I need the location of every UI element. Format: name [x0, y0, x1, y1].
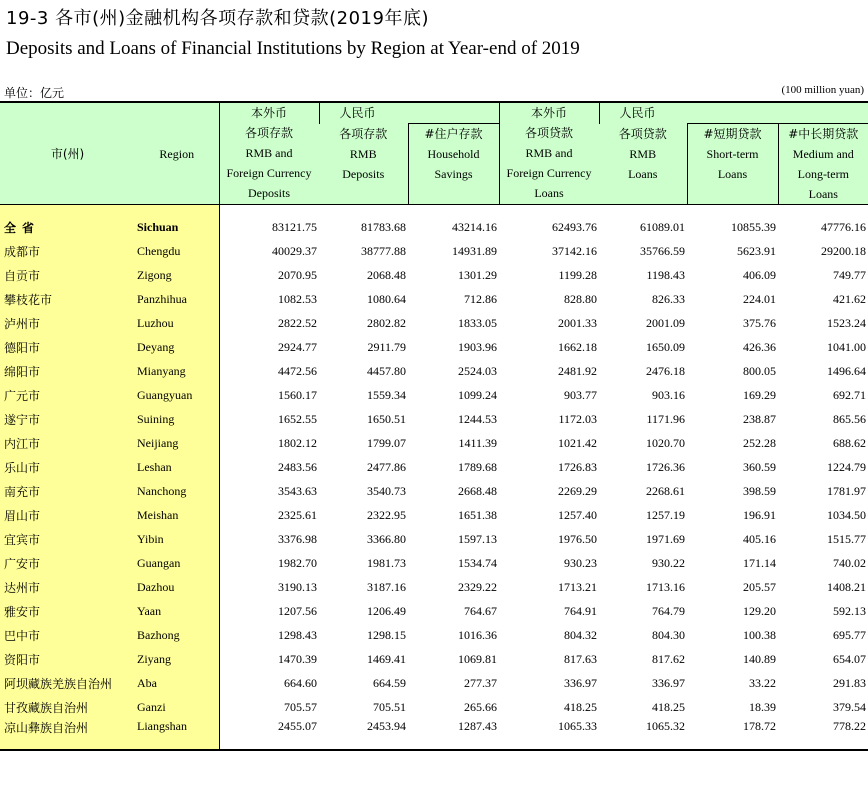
city-name-zh: 绵阳市 — [0, 359, 135, 383]
loans-rmb-cell: 1198.43 — [646, 267, 686, 282]
long-term-loans-cell: 1496.64 — [827, 363, 867, 378]
region-name-en: Meishan — [135, 503, 219, 527]
loans-total-cell: 1713.21 — [558, 579, 598, 594]
header-loans-rmb-group — [599, 102, 868, 124]
deposits-rmb-cell: 1298.15 — [367, 627, 406, 642]
household-savings-cell: 1833.05 — [458, 315, 498, 330]
deposits-rmb-cell: 705.51 — [373, 699, 406, 714]
loans-total-cell: 1662.18 — [558, 339, 598, 354]
deposits-total-cell: 2483.56 — [278, 459, 317, 474]
city-name-zh: 遂宁市 — [0, 407, 135, 431]
short-term-loans-cell: 205.57 — [743, 579, 777, 594]
city-name-zh: 甘孜藏族自治州 — [0, 695, 135, 719]
deposits-total-cell: 2822.52 — [278, 315, 317, 330]
loans-rmb-cell: 826.33 — [652, 291, 686, 306]
household-savings-cell: 1287.43 — [408, 719, 499, 750]
header-text: 人民币 — [619, 106, 656, 120]
header-text: RMB — [349, 146, 377, 161]
header-text: 各项贷款 — [525, 126, 574, 140]
region-name-en: Dazhou — [135, 575, 219, 599]
long-term-loans-cell: 291.83 — [833, 675, 867, 690]
city-name-zh: 眉山市 — [0, 503, 135, 527]
loans-total-cell: 764.91 — [564, 603, 598, 618]
deposits-total-cell: 664.60 — [284, 675, 317, 690]
household-savings-cell: 1789.68 — [458, 459, 498, 474]
short-term-loans-cell: 140.89 — [743, 651, 777, 666]
long-term-loans-cell: 688.62 — [833, 435, 867, 450]
long-term-loans-cell: 695.77 — [833, 627, 867, 642]
deposits-rmb-cell: 2802.82 — [367, 315, 406, 330]
table-body — [0, 205, 868, 751]
deposits-rmb-cell: 2477.86 — [367, 459, 406, 474]
region-name-en: Aba — [135, 671, 219, 695]
table-row — [0, 575, 868, 599]
header-deposits-rmb — [319, 124, 408, 205]
short-term-loans-cell: 169.29 — [743, 387, 777, 402]
header-text: Deposits — [248, 186, 290, 200]
short-term-loans-cell: 224.01 — [743, 291, 777, 306]
city-name-zh: 乐山市 — [0, 455, 135, 479]
loans-rmb-cell: 1020.70 — [646, 435, 686, 450]
household-savings-cell: 712.86 — [464, 291, 498, 306]
region-name-en: Nanchong — [135, 479, 219, 503]
loans-total-cell: 1172.03 — [558, 411, 598, 426]
loans-total-cell: 828.80 — [564, 291, 598, 306]
header-text: Deposits — [342, 166, 385, 181]
deposits-total-cell: 3543.63 — [278, 483, 317, 498]
loans-total-cell: 336.97 — [564, 675, 598, 690]
table-row — [0, 503, 868, 527]
deposits-total-cell: 83121.75 — [272, 219, 317, 234]
region-name-en: Yibin — [135, 527, 219, 551]
loans-rmb-cell: 1065.32 — [599, 719, 687, 750]
header-text: 各项存款 — [244, 126, 293, 140]
deposits-rmb-cell: 3366.80 — [367, 531, 406, 546]
deposits-total-cell: 1082.53 — [278, 291, 317, 306]
loans-rmb-cell: 817.62 — [652, 651, 686, 666]
short-term-loans-cell: 375.76 — [743, 315, 777, 330]
household-savings-cell: 265.66 — [464, 699, 498, 714]
city-name-zh: 攀枝花市 — [0, 287, 135, 311]
header-text: Medium and — [792, 147, 854, 161]
table-row — [0, 671, 868, 695]
header-text: 各项存款 — [339, 126, 388, 141]
short-term-loans-cell: 398.59 — [743, 483, 777, 498]
region-name-en: Ziyang — [135, 647, 219, 671]
spacer-row — [0, 205, 868, 216]
short-term-loans-cell: 238.87 — [743, 411, 777, 426]
header-text: #住户存款 — [424, 127, 483, 141]
deposits-total-cell: 2070.95 — [278, 267, 317, 282]
header-text: Loans — [717, 167, 748, 181]
long-term-loans-cell: 1515.77 — [827, 531, 867, 546]
loans-total-cell: 930.23 — [564, 555, 598, 570]
short-term-loans-cell: 178.72 — [687, 719, 778, 750]
short-term-loans-cell: 33.22 — [749, 675, 777, 690]
short-term-loans-cell: 5623.91 — [737, 243, 777, 258]
long-term-loans-cell: 778.22 — [778, 719, 868, 750]
short-term-loans-cell: 426.36 — [743, 339, 777, 354]
loans-rmb-cell: 1726.36 — [646, 459, 686, 474]
short-term-loans-cell: 196.91 — [743, 507, 777, 522]
header-text: Savings — [434, 167, 473, 181]
loans-rmb-cell: 1713.16 — [646, 579, 686, 594]
long-term-loans-cell: 421.62 — [833, 291, 867, 306]
city-name-zh: 阿坝藏族羌族自治州 — [0, 671, 135, 695]
loans-rmb-cell: 2476.18 — [646, 363, 686, 378]
header-short-term-loans — [687, 124, 778, 205]
short-term-loans-cell: 252.28 — [743, 435, 777, 450]
long-term-loans-cell: 1781.97 — [827, 483, 867, 498]
household-savings-cell: 1016.36 — [458, 627, 498, 642]
deposits-total-cell: 1652.55 — [278, 411, 317, 426]
loans-total-cell: 62493.76 — [552, 219, 598, 234]
header-text: Long-term — [797, 167, 849, 181]
long-term-loans-cell: 1523.24 — [827, 315, 867, 330]
table-row — [0, 359, 868, 383]
table-row — [0, 623, 868, 647]
header-household-savings — [408, 124, 499, 205]
page-title-en: Deposits and Loans of Financial Institutions by Region at Year-end of 2019 — [6, 38, 580, 59]
loans-total-cell: 1726.83 — [558, 459, 598, 474]
region-name-en: Sichuan — [135, 215, 219, 239]
table-header — [0, 102, 868, 205]
loans-rmb-cell: 804.30 — [652, 627, 686, 642]
deposits-rmb-cell: 1206.49 — [367, 603, 406, 618]
household-savings-cell: 764.67 — [464, 603, 498, 618]
deposits-rmb-cell: 664.59 — [373, 675, 406, 690]
header-text: Loans — [628, 166, 658, 181]
deposits-total-cell: 2924.77 — [278, 339, 317, 354]
long-term-loans-cell: 1408.21 — [827, 579, 867, 594]
header-text: Loans — [808, 187, 838, 201]
loans-rmb-cell: 418.25 — [652, 699, 686, 714]
loans-rmb-cell: 1971.69 — [646, 531, 686, 546]
header-city: 市(州) — [0, 102, 135, 205]
long-term-loans-cell: 47776.16 — [821, 219, 867, 234]
short-term-loans-cell: 10855.39 — [731, 219, 777, 234]
household-savings-cell: 43214.16 — [452, 219, 498, 234]
deposits-rmb-cell: 1559.34 — [367, 387, 406, 402]
deposits-rmb-cell: 38777.88 — [361, 243, 406, 258]
total-row — [0, 215, 868, 239]
region-name-en: Luzhou — [135, 311, 219, 335]
city-name-zh: 内江市 — [0, 431, 135, 455]
loans-total-cell: 37142.16 — [552, 243, 598, 258]
region-name-en: Mianyang — [135, 359, 219, 383]
table-row — [0, 263, 868, 287]
city-name-zh: 巴中市 — [0, 623, 135, 647]
household-savings-cell: 1411.39 — [458, 435, 498, 450]
header-text — [688, 184, 778, 204]
table-row — [0, 647, 868, 671]
loans-total-cell: 903.77 — [564, 387, 598, 402]
city-name-zh: 资阳市 — [0, 647, 135, 671]
header-text: Foreign Currency — [226, 166, 312, 180]
household-savings-cell: 1534.74 — [458, 555, 498, 570]
header-text: RMB — [629, 146, 657, 161]
header-loans-total — [499, 102, 599, 205]
city-name-zh: 泸州市 — [0, 311, 135, 335]
deposits-total-cell: 1982.70 — [278, 555, 317, 570]
city-name-zh: 广元市 — [0, 383, 135, 407]
page-title-zh: 19-3 各市(州)金融机构各项存款和贷款(2019年底) — [6, 8, 429, 29]
header-text: #中长期贷款 — [788, 127, 859, 141]
table-row — [0, 239, 868, 263]
header-text: Short-term — [706, 147, 759, 161]
deposits-rmb-cell: 1469.41 — [367, 651, 406, 666]
household-savings-cell: 2329.22 — [458, 579, 498, 594]
loans-rmb-cell: 2268.61 — [646, 483, 686, 498]
city-name-zh: 全省 — [0, 215, 135, 239]
region-name-en: Bazhong — [135, 623, 219, 647]
city-name-zh: 德阳市 — [0, 335, 135, 359]
region-name-en: Deyang — [135, 335, 219, 359]
region-name-en: Chengdu — [135, 239, 219, 263]
header-text: 本外币 — [531, 106, 568, 120]
deposits-total-cell: 705.57 — [284, 699, 317, 714]
loans-total-cell: 2481.92 — [558, 363, 598, 378]
deposits-total-cell: 3190.13 — [278, 579, 317, 594]
table-row — [0, 311, 868, 335]
region-name-en: Liangshan — [135, 719, 219, 750]
loans-total-cell: 1976.50 — [558, 531, 598, 546]
deposits-total-cell: 3376.98 — [278, 531, 317, 546]
region-name-en: Leshan — [135, 455, 219, 479]
table-row — [0, 383, 868, 407]
header-long-term-loans — [778, 124, 868, 205]
loans-rmb-cell: 903.16 — [652, 387, 686, 402]
long-term-loans-cell: 654.07 — [833, 651, 867, 666]
header-loans-rmb — [599, 124, 687, 205]
household-savings-cell: 1597.13 — [458, 531, 498, 546]
region-name-en: Yaan — [135, 599, 219, 623]
table-row — [0, 551, 868, 575]
city-name-zh: 自贡市 — [0, 263, 135, 287]
loans-rmb-cell: 336.97 — [652, 675, 686, 690]
region-name-en: Zigong — [135, 263, 219, 287]
deposits-total-cell: 2325.61 — [278, 507, 317, 522]
unit-label-en: (100 million yuan) — [781, 84, 864, 96]
region-name-en: Panzhihua — [135, 287, 219, 311]
deposits-rmb-cell: 1650.51 — [367, 411, 406, 426]
deposits-rmb-cell: 1799.07 — [367, 435, 406, 450]
long-term-loans-cell: 1034.50 — [827, 507, 867, 522]
household-savings-cell: 1903.96 — [458, 339, 498, 354]
region-name-en: Guangyuan — [135, 383, 219, 407]
table-row — [0, 287, 868, 311]
city-name-zh: 雅安市 — [0, 599, 135, 623]
short-term-loans-cell: 406.09 — [743, 267, 777, 282]
loans-rmb-cell: 1171.96 — [646, 411, 686, 426]
deposits-total-cell: 1560.17 — [278, 387, 317, 402]
loans-rmb-cell: 35766.59 — [640, 243, 686, 258]
table-row — [0, 479, 868, 503]
table-row — [0, 407, 868, 431]
household-savings-cell: 2524.03 — [458, 363, 498, 378]
deposits-total-cell: 40029.37 — [272, 243, 317, 258]
city-name-zh: 南充市 — [0, 479, 135, 503]
city-name-zh: 成都市 — [0, 239, 135, 263]
long-term-loans-cell: 749.77 — [833, 267, 867, 282]
long-term-loans-cell: 740.02 — [833, 555, 867, 570]
unit-label-zh: 单位：亿元 — [4, 86, 65, 100]
loans-total-cell: 2269.29 — [558, 483, 598, 498]
table-row — [0, 455, 868, 479]
header-text: RMB and — [525, 146, 573, 160]
header-text — [319, 184, 408, 204]
deposits-rmb-cell: 81783.68 — [361, 219, 406, 234]
header-region: Region — [135, 102, 219, 205]
spacer-cell — [219, 205, 868, 216]
city-name-zh: 达州市 — [0, 575, 135, 599]
header-text: #短期贷款 — [703, 127, 762, 141]
loans-total-cell: 804.32 — [564, 627, 598, 642]
loans-rmb-cell: 764.79 — [652, 603, 686, 618]
short-term-loans-cell: 18.39 — [749, 699, 777, 714]
header-text: 本外币 — [250, 106, 287, 120]
household-savings-cell: 1069.81 — [458, 651, 498, 666]
short-term-loans-cell: 171.14 — [743, 555, 777, 570]
loans-rmb-cell: 930.22 — [652, 555, 686, 570]
long-term-loans-cell: 379.54 — [833, 699, 867, 714]
region-name-en: Guangan — [135, 551, 219, 575]
long-term-loans-cell: 1224.79 — [827, 459, 867, 474]
short-term-loans-cell: 800.05 — [743, 363, 777, 378]
header-text: 人民币 — [339, 106, 376, 120]
deposits-rmb-cell: 2322.95 — [367, 507, 406, 522]
table-row — [0, 695, 868, 719]
deposits-total-cell: 4472.56 — [278, 363, 317, 378]
household-savings-cell: 1651.38 — [458, 507, 498, 522]
spacer-cell — [135, 205, 219, 216]
loans-total-cell: 1065.33 — [499, 719, 599, 750]
loans-total-cell: 1021.42 — [558, 435, 598, 450]
long-term-loans-cell: 29200.18 — [821, 243, 867, 258]
long-term-loans-cell: 692.71 — [833, 387, 867, 402]
household-savings-cell: 1244.53 — [458, 411, 498, 426]
table-row — [0, 527, 868, 551]
table-row — [0, 599, 868, 623]
loans-total-cell: 1257.40 — [558, 507, 598, 522]
deposits-total-cell: 2455.07 — [219, 719, 319, 750]
loans-total-cell: 418.25 — [564, 699, 598, 714]
household-savings-cell: 14931.89 — [452, 243, 498, 258]
deposits-rmb-cell: 3187.16 — [367, 579, 406, 594]
header-text: 各项贷款 — [618, 126, 667, 141]
region-name-en: Suining — [135, 407, 219, 431]
city-name-zh: 宜宾市 — [0, 527, 135, 551]
long-term-loans-cell: 1041.00 — [827, 339, 867, 354]
spacer-cell — [0, 205, 135, 216]
deposits-rmb-cell: 1981.73 — [367, 555, 406, 570]
table-row — [0, 431, 868, 455]
short-term-loans-cell: 100.38 — [743, 627, 777, 642]
loans-rmb-cell: 1257.19 — [646, 507, 686, 522]
deposits-total-cell: 1298.43 — [278, 627, 317, 642]
region-name-en: Ganzi — [135, 695, 219, 719]
header-text: RMB and — [245, 146, 293, 160]
loans-rmb-cell: 1650.09 — [646, 339, 686, 354]
deposits-rmb-cell: 3540.73 — [367, 483, 406, 498]
short-term-loans-cell: 129.20 — [743, 603, 777, 618]
region-name-en: Neijiang — [135, 431, 219, 455]
household-savings-cell: 277.37 — [464, 675, 498, 690]
loans-total-cell: 2001.33 — [558, 315, 598, 330]
household-savings-cell: 1099.24 — [458, 387, 498, 402]
short-term-loans-cell: 360.59 — [743, 459, 777, 474]
household-savings-cell: 1301.29 — [458, 267, 498, 282]
loans-rmb-cell: 2001.09 — [646, 315, 686, 330]
deposits-total-cell: 1802.12 — [278, 435, 317, 450]
header-deposits-rmb-group — [319, 102, 499, 124]
loans-total-cell: 1199.28 — [558, 267, 598, 282]
household-savings-cell: 2668.48 — [458, 483, 498, 498]
long-term-loans-cell: 865.56 — [833, 411, 867, 426]
deposits-rmb-cell: 2911.79 — [367, 339, 406, 354]
table-row — [0, 335, 868, 359]
deposits-rmb-cell: 1080.64 — [367, 291, 406, 306]
loans-rmb-cell: 61089.01 — [640, 219, 686, 234]
header-text: Foreign Currency — [506, 166, 592, 180]
header-deposits-total — [219, 102, 319, 205]
deposits-rmb-cell: 4457.80 — [367, 363, 406, 378]
deposits-total-cell: 1207.56 — [278, 603, 317, 618]
city-name-zh: 广安市 — [0, 551, 135, 575]
header-text — [599, 184, 687, 204]
deposits-total-cell: 1470.39 — [278, 651, 317, 666]
data-table — [0, 101, 868, 751]
short-term-loans-cell: 405.16 — [743, 531, 777, 546]
deposits-rmb-cell: 2453.94 — [319, 719, 408, 750]
city-name-zh: 凉山彝族自治州 — [0, 719, 135, 750]
table-row — [0, 719, 868, 750]
header-text: Household — [427, 147, 480, 161]
loans-total-cell: 817.63 — [564, 651, 598, 666]
header-text — [409, 184, 499, 204]
long-term-loans-cell: 592.13 — [833, 603, 867, 618]
header-text: Loans — [534, 186, 564, 200]
deposits-rmb-cell: 2068.48 — [367, 267, 406, 282]
